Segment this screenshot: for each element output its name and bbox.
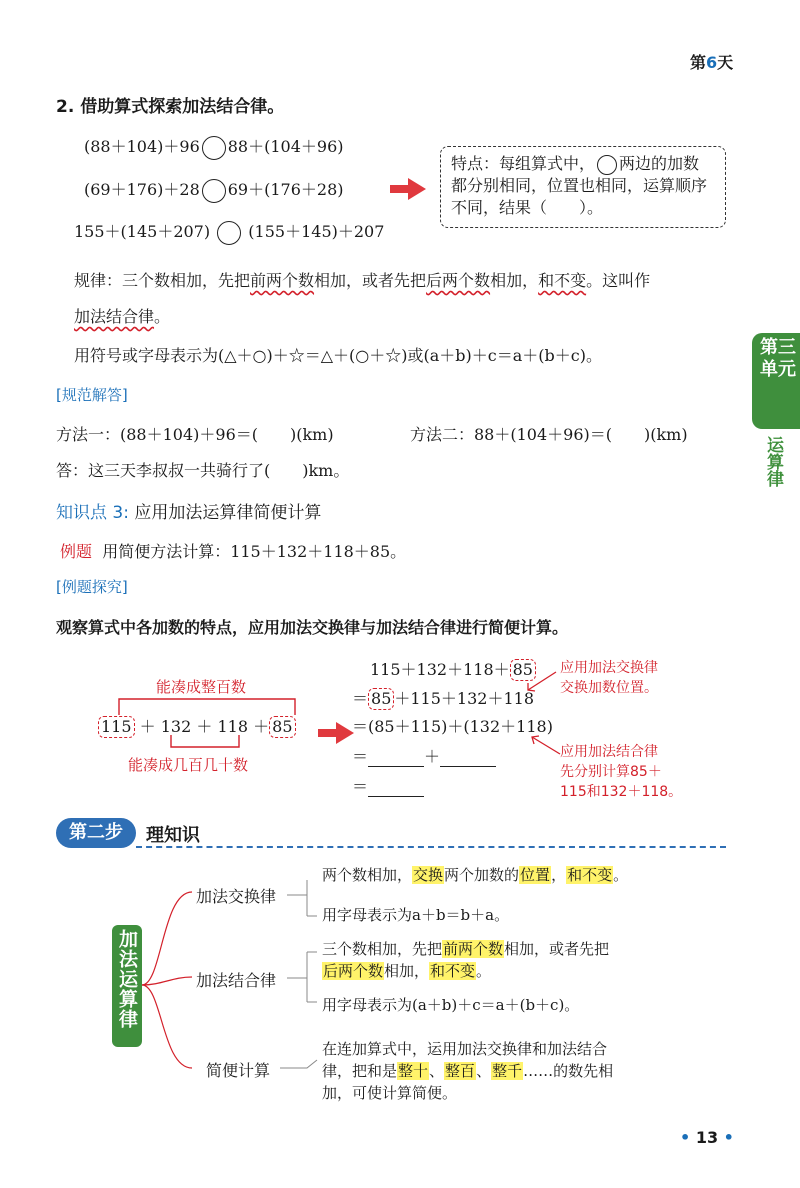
b1-text-c: 两个加数的 (444, 866, 520, 884)
b2-line1 (322, 938, 609, 959)
note-associative (560, 742, 682, 802)
step-title: 理知识 (146, 825, 200, 846)
unit-tab-label: 第三单元 (760, 337, 796, 380)
day-number: 6 (706, 53, 718, 72)
bullet-dot: • (680, 1128, 691, 1147)
top-bracket-label: 能凑成整百数 (156, 678, 247, 696)
highlight-front-two: 前两个数 (443, 940, 504, 958)
compare-circle[interactable] (202, 136, 226, 160)
answer-line: 答：这三天李叔叔一共骑行了( )km。 (56, 461, 350, 480)
note2-line3: 115和132＋118。 (560, 784, 683, 800)
b3-line2 (322, 1060, 613, 1081)
kp-label: 知识点 3: (56, 503, 129, 523)
rule-c: 相加，或者先把 (314, 271, 427, 290)
rule-front-two: 前两个数 (250, 271, 315, 290)
day-suffix: 天 (717, 53, 734, 72)
highlight-sum-unchanged: 和不变 (430, 962, 476, 980)
observe-text: 观察算式中各加数的特点，应用加法交换律与加法结合律进行简便计算。 (56, 618, 569, 637)
b3-line3: 加，可使计算简便。 (322, 1084, 458, 1102)
note-text-b: 两边的加数都分别相同，位置也相同，运算顺序不同，结果（ ）。 (451, 154, 708, 217)
eq3-right: (155＋145)＋207 (248, 222, 385, 241)
step-line-5 (352, 774, 424, 797)
explore-label: [例题探究] (56, 578, 128, 596)
rule-law-name: 加法结合律 (74, 307, 155, 326)
equation-row-1 (84, 134, 344, 160)
b1-text-a: 两个数相加， (322, 866, 413, 884)
note-text-a: 特点：每组算式中， (451, 154, 596, 173)
b2-text-a: 三个数相加，先把 (322, 940, 443, 958)
b1-text-e: ， (551, 866, 567, 884)
rule-a: 规律：三个数相加，先把 (74, 271, 251, 290)
kp-text: 应用加法运算律简便计算 (134, 503, 322, 523)
b2-text-b: 相加， (384, 962, 430, 980)
plus-sign: ＋ (196, 717, 213, 736)
equals-sign: ＝ (352, 689, 369, 708)
step-badge: 第二步 (56, 818, 136, 848)
eq3-left: 155＋(145＋207) (74, 222, 211, 241)
addend-132: 132 (160, 717, 192, 736)
step-line-3: ＝(85＋115)＋(132＋118) (352, 717, 553, 736)
highlight-sum-unchanged: 和不变 (567, 866, 613, 884)
bottom-bracket-label: 能凑成几百几十数 (128, 756, 249, 774)
highlight-hundreds: 整百 (445, 1062, 476, 1080)
step1-text: 115＋132＋118＋ (370, 660, 510, 679)
branch-simplify: 简便计算 (206, 1061, 271, 1080)
note2-line1: 应用加法结合律 (560, 744, 658, 760)
addend-118: 118 (217, 717, 249, 736)
equation-row-3 (74, 219, 384, 245)
step2-text: ＋115＋132＋118 (394, 689, 534, 708)
eq2-left: (69＋176)＋28 (84, 180, 200, 199)
b3-sep: 、 (476, 1062, 492, 1080)
eq1-right: 88＋(104＋96) (227, 137, 344, 156)
b1-text-g: 。 (613, 866, 629, 884)
method-two: 方法二：88＋(104＋96)＝( )(km) (410, 425, 688, 444)
equation-row-2 (84, 177, 344, 203)
section-title: 2. 借助算式探索加法结合律。 (56, 97, 285, 117)
rule-i: 。 (154, 307, 171, 326)
note1-line1: 应用加法交换律 (560, 660, 658, 676)
symbol-line: 用符号或字母表示为(△＋○)＋☆＝△＋(○＋☆)或(a＋b)＋c＝a＋(b＋c)。 (74, 346, 602, 365)
example-text: 用简便方法计算：115＋132＋118＋85。 (102, 542, 407, 561)
example-line (60, 539, 406, 562)
plus-sign: ＋ (139, 717, 156, 736)
b3-sep: 、 (429, 1062, 445, 1080)
rule-line-2 (74, 304, 170, 327)
compare-circle[interactable] (202, 179, 226, 203)
bullet-dot: • (723, 1128, 734, 1147)
b3-text-a: 律，把和是 (322, 1062, 398, 1080)
blank-answer[interactable] (368, 777, 424, 797)
blank-answer[interactable] (368, 747, 424, 767)
highlight-back-two: 后两个数 (323, 962, 384, 980)
b1-line2: 用字母表示为a＋b＝b＋a。 (322, 906, 510, 924)
arrow-right-icon (318, 722, 354, 744)
compare-circle[interactable] (217, 221, 241, 245)
b2-line3: 用字母表示为(a＋b)＋c＝a＋(b＋c)。 (322, 996, 580, 1014)
addend-115: 115 (98, 716, 135, 738)
day-indicator (690, 50, 733, 73)
unit-tab[interactable] (752, 333, 800, 429)
compare-circle[interactable] (597, 155, 617, 175)
rule-e: 相加， (490, 271, 539, 290)
mindmap-root (112, 925, 142, 1047)
b2-line2 (322, 960, 491, 981)
b3-text-g: ……的数先相 (523, 1062, 614, 1080)
arrow-right-icon (390, 178, 426, 200)
step1-boxed-85: 85 (510, 659, 536, 681)
equals-sign: ＝ (352, 747, 369, 766)
unit-subtitle: 运算律 (763, 436, 783, 487)
note1-line2: 交换加数位置。 (560, 680, 658, 696)
mindmap-root-label: 加法运算律 (116, 929, 138, 1029)
highlight-thousands: 整千 (492, 1062, 523, 1080)
plus-sign: ＋ (253, 717, 270, 736)
feature-note-box (440, 146, 726, 228)
eq1-left: (88＋104)＋96 (84, 137, 200, 156)
addend-85: 85 (269, 716, 295, 738)
pointer-arrow-icon (528, 734, 562, 756)
rule-sum-unchanged: 和不变 (538, 271, 587, 290)
highlight-tens: 整十 (398, 1062, 429, 1080)
note2-line2: 先分别计算85＋ (560, 764, 662, 780)
answer-label: [规范解答] (56, 386, 128, 404)
step2-boxed-85: 85 (368, 688, 394, 710)
knowledge-point-title (56, 498, 321, 523)
highlight-position: 位置 (520, 866, 551, 884)
step-line-2 (352, 686, 534, 710)
day-prefix: 第 (690, 53, 707, 72)
step-line-4 (352, 744, 496, 767)
bottom-bracket (170, 734, 240, 748)
b1-line1 (322, 864, 628, 885)
b3-line1: 在连加算式中，运用加法交换律和加法结合 (322, 1040, 608, 1058)
step-line-1 (370, 657, 536, 681)
plus-sign: ＋ (424, 747, 441, 766)
b2-text-d: 。 (476, 962, 492, 980)
branch-commutative: 加法交换律 (196, 887, 277, 906)
rule-line-1 (74, 268, 650, 291)
note-commutative (560, 658, 658, 698)
pointer-arrow-icon (524, 670, 558, 694)
rule-g: 。这叫作 (586, 271, 651, 290)
branch-associative: 加法结合律 (196, 971, 277, 990)
rule-back-two: 后两个数 (426, 271, 491, 290)
page-number-value: 13 (695, 1128, 719, 1147)
method-one: 方法一：(88＋104)＋96＝( )(km) (56, 425, 334, 444)
example-badge: 例题 (60, 542, 93, 561)
equals-sign: ＝ (352, 777, 369, 796)
page-number (680, 1128, 734, 1147)
eq2-right: 69＋(176＋28) (227, 180, 344, 199)
step-divider (136, 846, 726, 848)
b2-text-c: 相加，或者先把 (504, 940, 610, 958)
blank-answer[interactable] (440, 747, 496, 767)
highlight-exchange: 交换 (413, 866, 444, 884)
